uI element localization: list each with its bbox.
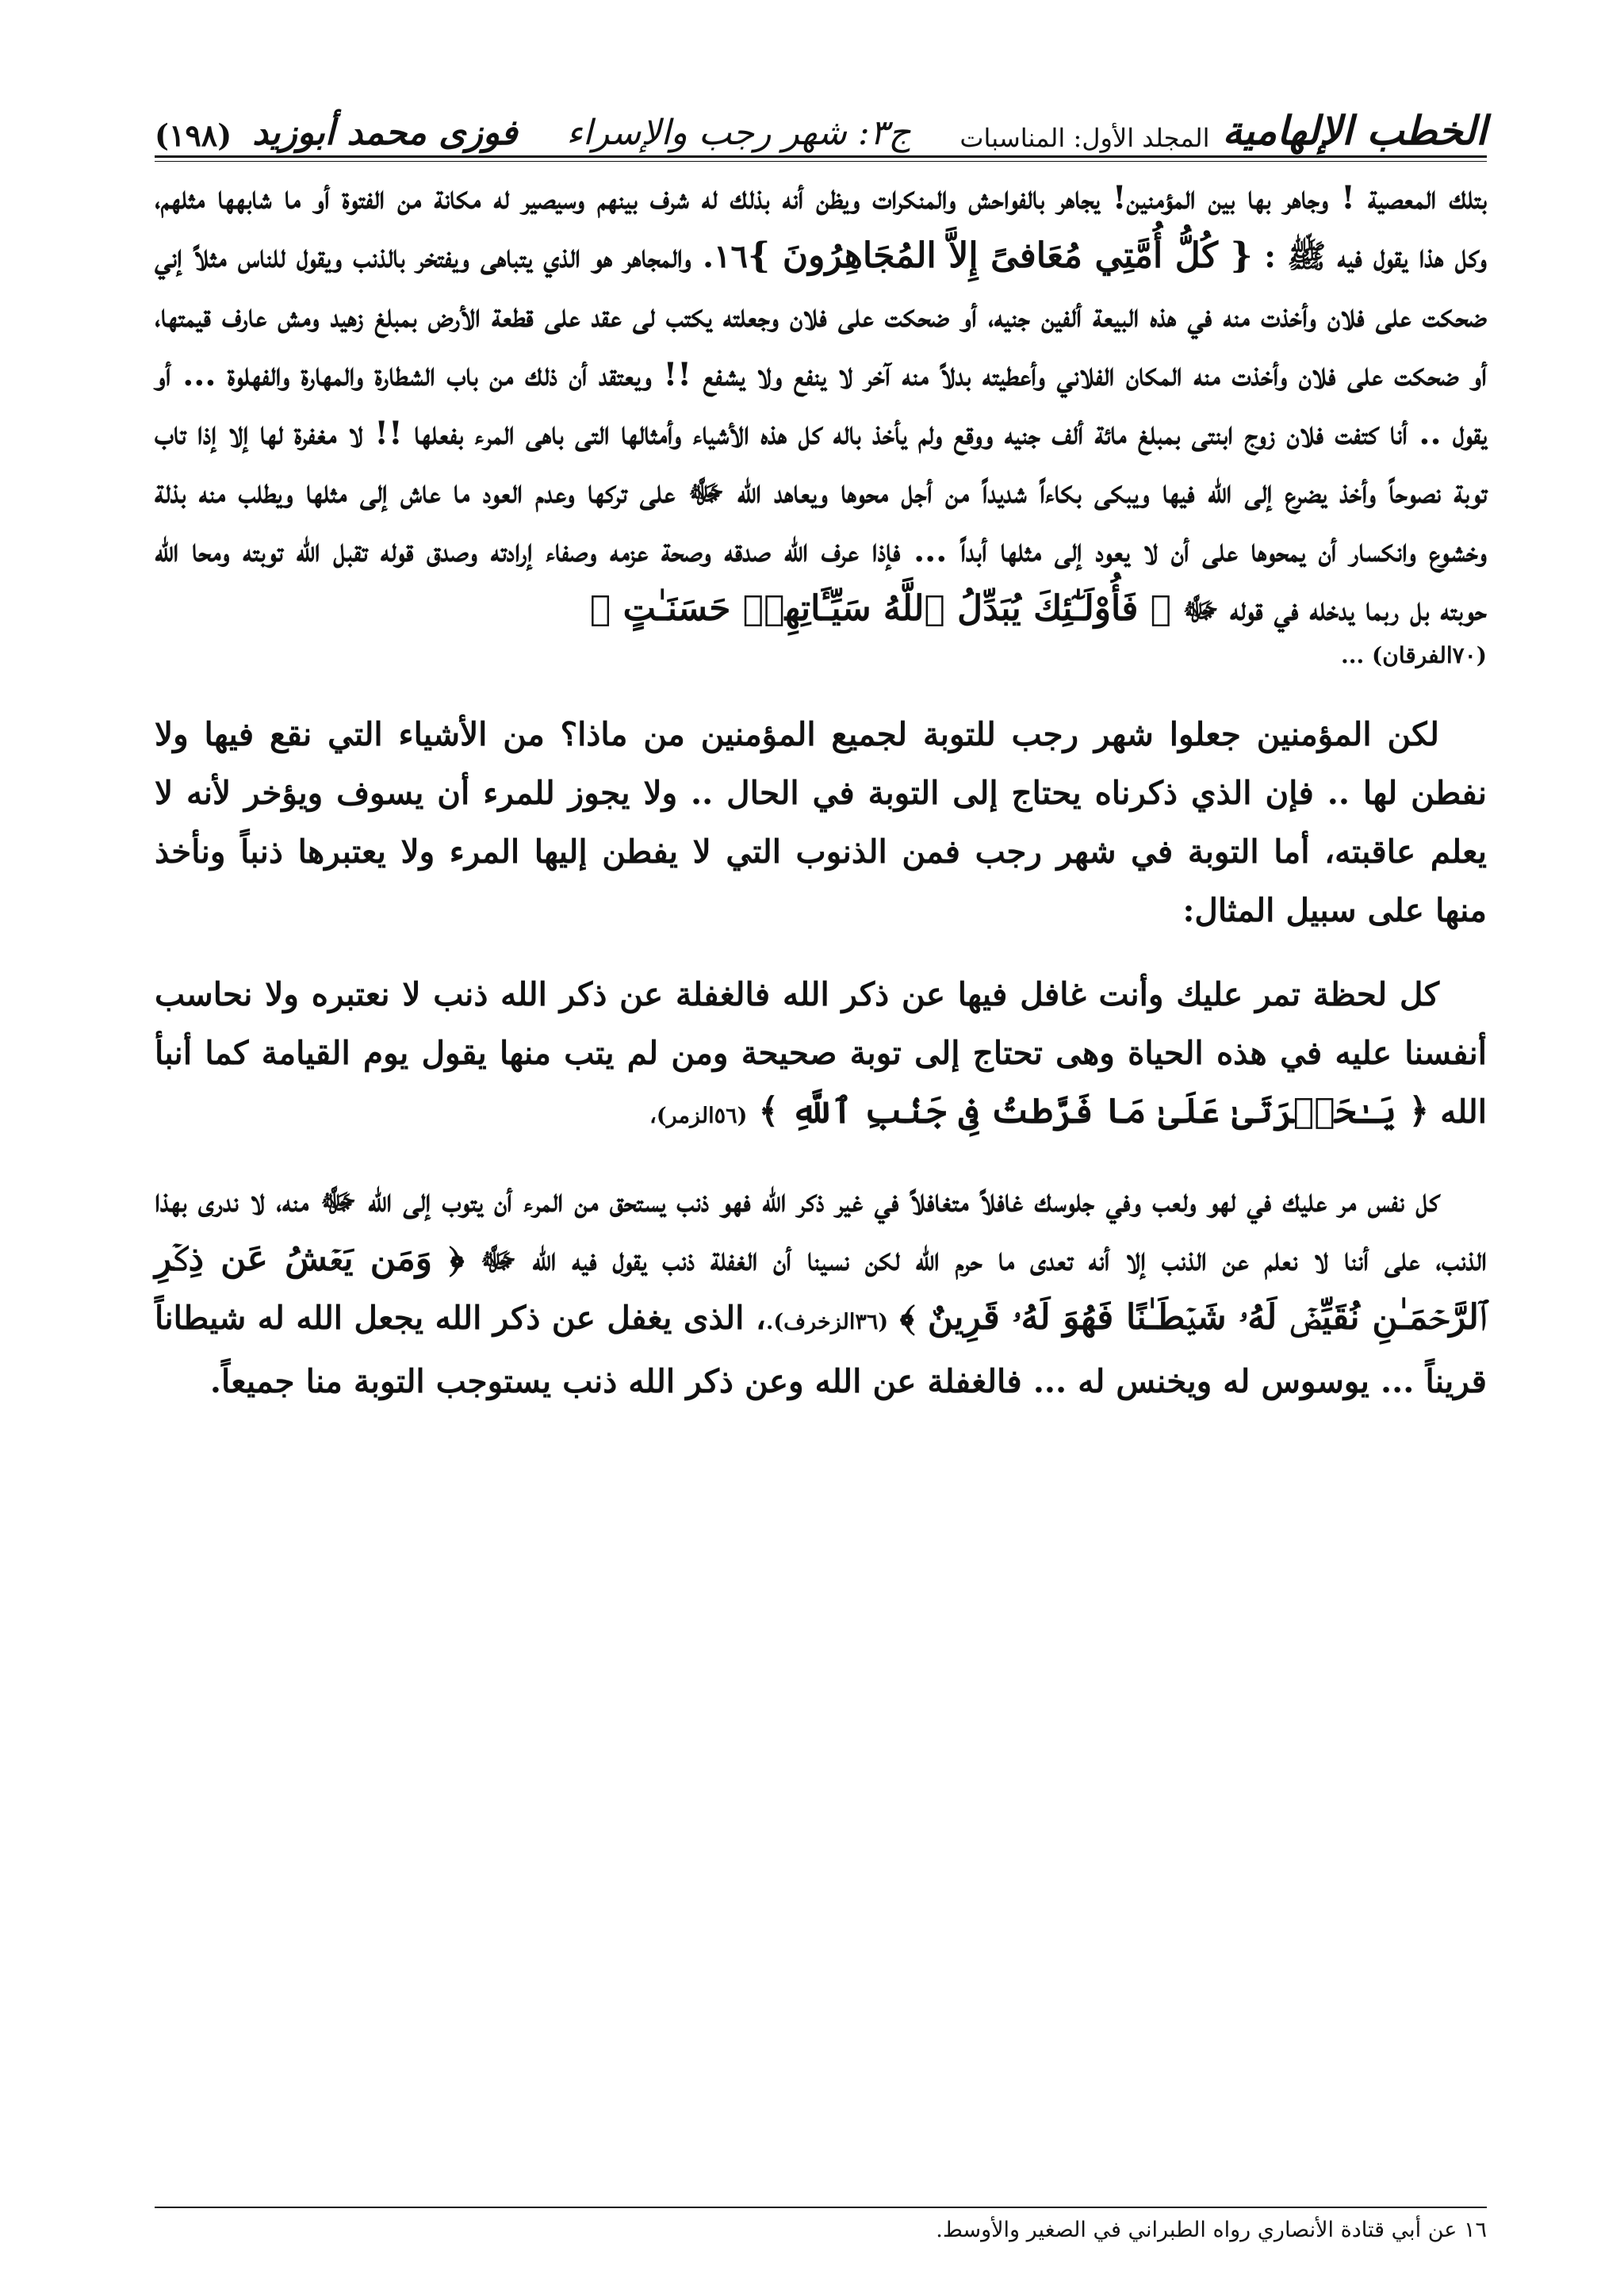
body-text <box>155 168 1487 1411</box>
hadith-quote: { كُلُّ أُمَّتِي مُعَافىً إِلاَّ المُجَاهِرُونَ } <box>748 235 1253 276</box>
verse-reference-zumar: (٥٦الزمر)، <box>649 1104 748 1128</box>
quran-verse-zukhruf: ﴿ وَمَن يَعۡشُ عَن ذِكۡرِ ٱلرَّحۡمَـٰنِ نُقَيِّضۡ لَهُۥ شَيۡطَـٰنًا فَهُوَ لَهُۥ قَرِينٌ ﴾ <box>155 1238 1487 1338</box>
footnote-16: ١٦ عن أبي قتادة الأنصاري رواه الطبراني في الصغير والأوسط. <box>936 2218 1487 2242</box>
footnote-marker: ١٦ <box>714 238 749 275</box>
paragraph-3-text: كل لحظة تمر عليك وأنت غافل فيها عن ذكر الله فالغفلة عن ذكر الله ذنب لا نعتبره ولا نحاسب أنفسنا عليه في هذه الحياة وهى تحتاج إلى توبة صحيحة ومن لم يتب منها يقول يوم القيامة كما أنبأ الله <box>155 975 1487 1131</box>
paragraph-1 <box>155 168 1487 673</box>
author-name: فوزى محمد أبوزيد <box>252 113 518 153</box>
verse-reference-zukhruf: (٣٦الزخرف). <box>765 1310 889 1334</box>
header-author-group <box>155 113 518 153</box>
paragraph-3 <box>155 965 1487 1146</box>
book-series-title: الخطب الإلهامية <box>1222 107 1487 154</box>
paragraph-4-text-b: ، الذى يغفل عن ذكر الله يجعل الله له شيطاناً قريناً ... يوسوس له ويخنس له ... فالغفلة عن الله وعن ذكر الله ذنب يستوجب التوبة منا جميعاً. <box>155 1299 1487 1400</box>
header-rule <box>155 155 1487 158</box>
footnote-rule <box>155 2207 1487 2208</box>
paragraph-1-text-b: . والمجاهر هو الذي يتباهى ويفتخر بالذنب ويقول للناس مثلاً إني ضحكت على فلان وأخذت منه في هذه البيعة ألفين جنيه، أو ضحكت على فلان وجعلته يكتب لى عقد على قطعة الأرض بمبلغ زهيد ومش عارف قيمتها، أو ضحكت على فلان وأخذت منه المكان الفلاني وأعطيته بدلاً منه آخر لا ينفع ولا يشفع !! ويعتقد أن ذلك من باب الشطارة والمهارة والفهلوة ... أو يقول .. أنا كتفت فلان زوج ابنتى بمبلغ مائة ألف جنيه ووقع ولم يأخذ باله كل هذه الأشياء وأمثالها التى باهى المرء بفعلها !! لا مغفرة لها إلا إذا تاب توبة نصوحاً وأخذ يضرع إلى الله فيها ويبكى بكاءاً شديداً من أجل محوها ويعاهد الله ﷻ على تركها وعدم العود ما عاش إلى مثلها ويطلب منه بذلة وخشوع وانكسار أن يمحوها على أن لا يعود إلى مثلها أبداً ... فإذا عرف الله صدقه وصحة عزمه وصفاء إرادته وصدق قوله تقبل الله توبته ومحا الله حوبته بل ربما يدخله في قوله ﷻ <box>155 237 1487 628</box>
quran-verse-zumar: ﴿ يَـٰحَسۡرَتَىٰ عَلَىٰ مَا فَرَّطتُ فِى جَنۢبِ ٱللَّهِ ﴾ <box>758 1091 1430 1131</box>
paragraph-2: لكن المؤمنين جعلوا شهر رجب للتوبة لجميع المؤمنين من ماذا؟ من الأشياء التي نقع فيها ولا نفطن لها .. فإن الذي ذكرناه يحتاج إلى التوبة في الحال .. ولا يجوز للمرء أن يسوف ويؤخر لأنه لا يعلم عاقبته، أما التوبة في شهر رجب فمن الذنوب التي لا يفطن إليها المرء ولا يعتبرها ذنباً ونأخذ منها على سبيل المثال: <box>155 715 1487 929</box>
volume-label: المجلد الأول: المناسبات <box>959 123 1210 153</box>
running-header <box>155 94 1487 154</box>
page-number: (١٩٨) <box>155 117 232 153</box>
paragraph-1-text-a: بتلك المعصية ! وجاهر بها بين المؤمنين! يجاهر بالفواحش والمنكرات ويظن أنه بذلك له شرف بينهم وسيصير له مكانة من الفتوة أو ما شابهها مثلهم، وكل هذا يقول فيه ﷺ : <box>155 178 1487 275</box>
paragraph-4 <box>155 1171 1487 1411</box>
quran-verse-furqan: ﴿ فَأُوْلَـٰٓئِكَ يُبَدِّلُ ٱللَّهُ سَيِّـَٔاتِهِمۡ حَسَنَـٰتٍ ﴾ <box>589 588 1172 629</box>
paragraph-4-text-a: كل نفس مر عليك في لهو ولعب وفي جلوسك غافلاً متغافلاً في غير ذكر الله فهو ذنب يستحق من المرء أن يتوب إلى الله ﷻ منه، لا ندرى بهذا الذنب، على أننا لا نعلم عن الذنب إلا أنه تعدى ما حرم الله لكن نسينا أن الغفلة ذنب يقول فيه الله ﷻ <box>155 1181 1487 1278</box>
chapter-title: ج٣: شهر رجب والإسراء <box>566 113 911 153</box>
header-rule-thin <box>155 161 1487 162</box>
header-series-group <box>959 107 1487 154</box>
verse-reference-furqan: (٧٠الفرقان) ... <box>1341 642 1487 668</box>
